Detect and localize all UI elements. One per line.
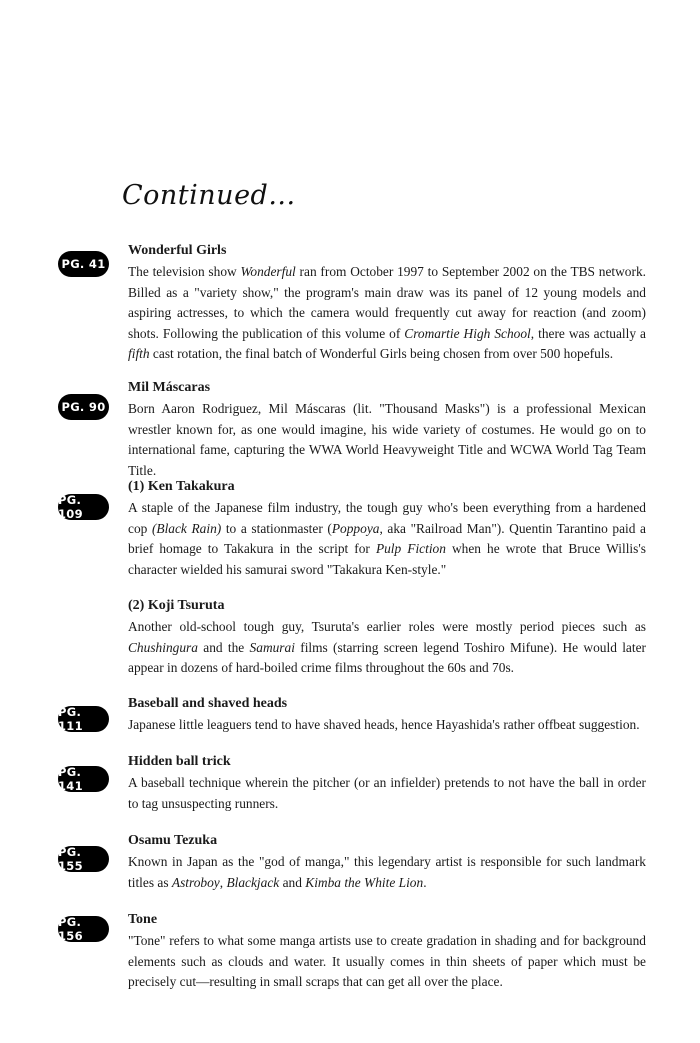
note-entry bbox=[128, 831, 646, 893]
page-badge: PG. 156 bbox=[58, 916, 109, 942]
italic-text: Blackjack bbox=[226, 874, 280, 890]
italic-text: Cromartie High School bbox=[404, 325, 531, 341]
italic-text: Astroboy bbox=[171, 874, 220, 890]
italic-text: Kimba the White Lion bbox=[305, 874, 424, 890]
note-body: Japanese little leaguers tend to have shaved heads, hence Hayashida's rather offbeat suggestion. bbox=[128, 717, 640, 732]
page-heading: Continued... bbox=[122, 180, 296, 211]
italic-text: fifth bbox=[128, 346, 150, 361]
note-title: Wonderful Girls bbox=[128, 243, 227, 258]
note-body: Known in Japan as the "god of manga," this legendary artist is responsible for such landmark titles as Astroboy, Blackjack and Kimba the White Lion. bbox=[128, 854, 646, 890]
italic-text: Samurai bbox=[249, 639, 295, 655]
italic-text: Poppoya bbox=[331, 520, 380, 536]
page-badge: PG. 90 bbox=[58, 394, 109, 420]
page-badge: PG. 41 bbox=[58, 251, 109, 277]
note-title: (2) Koji Tsuruta bbox=[128, 598, 225, 613]
note-title: Baseball and shaved heads bbox=[128, 696, 288, 711]
note-body: The television show Wonderful ran from October 1997 to September 2002 on the TBS network. Billed as a "variety show," the program's main draw was its panel of 12 young models and aspiring actresses, to which the camera would frequently cut away for reaction (and zoom) shots. Following the publication of this volume of Cromartie High School, there was actually a fifth cast rotation, the final batch of Wonderful Girls being chosen from over 500 hopefuls. bbox=[128, 264, 646, 361]
note-body: Another old-school tough guy, Tsuruta's earlier roles were mostly period pieces such as Chushingura and the Samurai films (starring screen legend Toshiro Mifune). He would later appear in dozens of hard-boiled crime films throughout the 60s and 70s. bbox=[128, 619, 646, 675]
note-title: (1) Ken Takakura bbox=[128, 479, 235, 494]
italic-text: Wonderful bbox=[240, 264, 296, 279]
page-badge: PG. 111 bbox=[58, 706, 109, 732]
note-entry bbox=[128, 910, 646, 993]
note-body: A staple of the Japanese film industry, the tough guy who's been everything from a hardened cop (Black Rain) to a stationmaster (Poppoya, aka "Railroad Man"). Quentin Tarantino paid a brief homage to Takakura in the script for Pulp Fiction when he wrote that Bruce Willis's character wielded his samurai sword "Takakura Ken-style." bbox=[128, 500, 646, 577]
note-body: "Tone" refers to what some manga artists use to create gradation in shading and for background elements such as clouds and water. It usually comes in thin sheets of paper which must be precisely cut—resulting in small scraps that can get all over the place. bbox=[128, 933, 646, 989]
note-entry bbox=[128, 694, 646, 736]
page-badge: PG. 109 bbox=[58, 494, 109, 520]
note-entry bbox=[128, 378, 646, 481]
note-title: Tone bbox=[128, 912, 158, 927]
note-body: A baseball technique wherein the pitcher (or an infielder) pretends to not have the ball in order to tag unsuspecting runners. bbox=[128, 775, 646, 811]
note-title: Mil Máscaras bbox=[128, 380, 211, 395]
note-entry bbox=[128, 596, 646, 679]
italic-text: (Black Rain) bbox=[151, 520, 222, 536]
italic-text: Pulp Fiction bbox=[375, 541, 446, 556]
note-entry bbox=[128, 477, 646, 580]
page-badge: PG. 155 bbox=[58, 846, 109, 872]
page-badge: PG. 141 bbox=[58, 766, 109, 792]
note-entry bbox=[128, 752, 646, 814]
note-body: Born Aaron Rodriguez, Mil Máscaras (lit. "Thousand Masks") is a professional Mexican wrestler known for, as one would imagine, his wide variety of costumes. He would go on to international fame, capturing the WWA World Heavyweight Title and WCWA World Tag Team Title. bbox=[128, 401, 646, 478]
note-title: Hidden ball trick bbox=[128, 754, 231, 769]
note-entry bbox=[128, 241, 646, 365]
italic-text: Chushingura bbox=[128, 639, 198, 655]
note-title: Osamu Tezuka bbox=[128, 833, 218, 848]
